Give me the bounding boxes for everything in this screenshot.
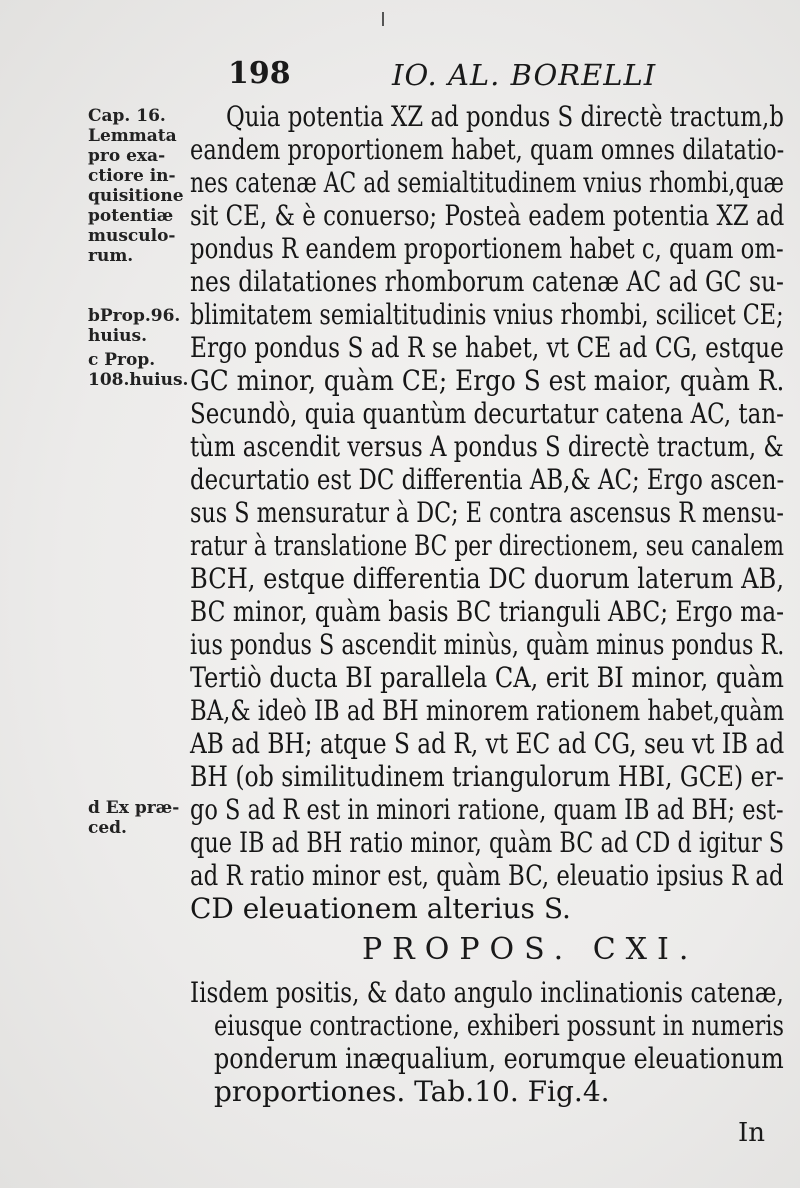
text-line: Ergo pondus S ad R se habet, vt CE ad CG, estque bbox=[190, 331, 784, 364]
text-line: go S ad R est in minori ratione, quam IB ad BH; est- bbox=[190, 793, 784, 826]
text-line: GC minor, quàm CE; Ergo S est maior, quàm R. bbox=[190, 364, 785, 397]
margin-note-line: pro exa- bbox=[88, 146, 166, 166]
page-header bbox=[0, 56, 800, 96]
text-line: BCH, estque differentia DC duorum laterum AB, bbox=[190, 562, 785, 595]
text-line: Secundò, quia quantùm decurtatur catena AC, tan- bbox=[190, 397, 784, 430]
running-title: IO. AL. BORELLI bbox=[392, 58, 657, 92]
margin-note-line: potentiæ bbox=[88, 206, 174, 226]
margin-note-line: Lemmata bbox=[88, 126, 177, 146]
margin-note-line: rum. bbox=[88, 246, 134, 266]
margin-note-lemmata bbox=[88, 106, 184, 266]
text-line: eiusque contractione, exhiberi possunt in numeris bbox=[214, 1009, 784, 1042]
text-line: ad R ratio minor est, quàm BC, eleuatio ipsius R ad bbox=[190, 859, 784, 892]
margin-note-line: musculo- bbox=[88, 226, 176, 246]
margin-note-line: c Prop. bbox=[88, 350, 156, 370]
text-line: ratur à translatione BC per directionem, seu canalem bbox=[190, 529, 785, 562]
margin-note-line: d Ex præ- bbox=[88, 798, 180, 818]
text-line: Tertiò ducta BI parallela CA, erit BI minor, quàm bbox=[190, 661, 784, 694]
text-line: AB ad BH; atque S ad R, vt EC ad CG, seu vt IB ad bbox=[190, 727, 785, 760]
text-line: eandem proportionem habet, quam omnes dilatatio- bbox=[190, 133, 785, 166]
top-mark bbox=[382, 12, 384, 26]
text-line: CD eleuationem alterius S. bbox=[190, 892, 571, 925]
text-line: Iisdem positis, & dato angulo inclinationis catenæ, bbox=[190, 976, 784, 1009]
text-line: pondus R eandem proportionem habet c, quam om- bbox=[190, 232, 784, 265]
margin-note-ex-praeced bbox=[88, 798, 179, 838]
margin-note-line: ctiore in- bbox=[88, 166, 176, 186]
margin-note-line: quisitione bbox=[88, 186, 184, 206]
text-line: que IB ad BH ratio minor, quàm BC ad CD d igitur S bbox=[190, 826, 785, 859]
text-line: blimitatem semialtitudinis vnius rhombi, scilicet CE; bbox=[190, 298, 784, 331]
margin-note-line: 108.huius. bbox=[88, 370, 189, 390]
text-line: Quia potentia XZ ad pondus S directè tractum,b bbox=[226, 100, 784, 133]
text-line: sit CE, & è conuerso; Posteà eadem potentia XZ ad bbox=[190, 199, 785, 232]
text-line: sus S mensuratur à DC; E contra ascensus R mensu- bbox=[190, 496, 784, 529]
text-line: nes catenæ AC ad semialtitudinem vnius rhombi,quæ bbox=[190, 166, 784, 199]
text-line: BH (ob similitudinem triangulorum HBI, GCE) er- bbox=[190, 760, 784, 793]
text-line: decurtatio est DC differentia AB,& AC; Ergo ascen- bbox=[190, 463, 785, 496]
text-line: BA,& ideò IB ad BH minorem rationem habet,quàm bbox=[190, 694, 785, 727]
proposition-heading: PROPOS. CXI. bbox=[362, 932, 699, 967]
catchword: In bbox=[738, 1118, 766, 1148]
text-line: nes dilatationes rhomborum catenæ AC ad GC su- bbox=[190, 265, 784, 298]
margin-note-prop96 bbox=[88, 306, 180, 346]
text-line: tùm ascendit versus A pondus S directè tractum, & bbox=[190, 430, 784, 463]
page-number: 198 bbox=[228, 56, 291, 91]
text-line: ponderum inæqualium, eorumque eleuationum bbox=[214, 1042, 784, 1075]
margin-note-line: ced. bbox=[88, 818, 127, 838]
margin-note-line: bProp.96. bbox=[88, 306, 181, 326]
text-line: BC minor, quàm basis BC trianguli ABC; Ergo ma- bbox=[190, 595, 785, 628]
text-line: ius pondus S ascendit minùs, quàm minus pondus R. bbox=[190, 628, 785, 661]
text-line: proportiones. Tab.10. Fig.4. bbox=[214, 1075, 610, 1108]
margin-note-prop108 bbox=[88, 350, 188, 390]
margin-note-line: Cap. 16. bbox=[88, 106, 166, 126]
margin-note-line: huius. bbox=[88, 326, 148, 346]
